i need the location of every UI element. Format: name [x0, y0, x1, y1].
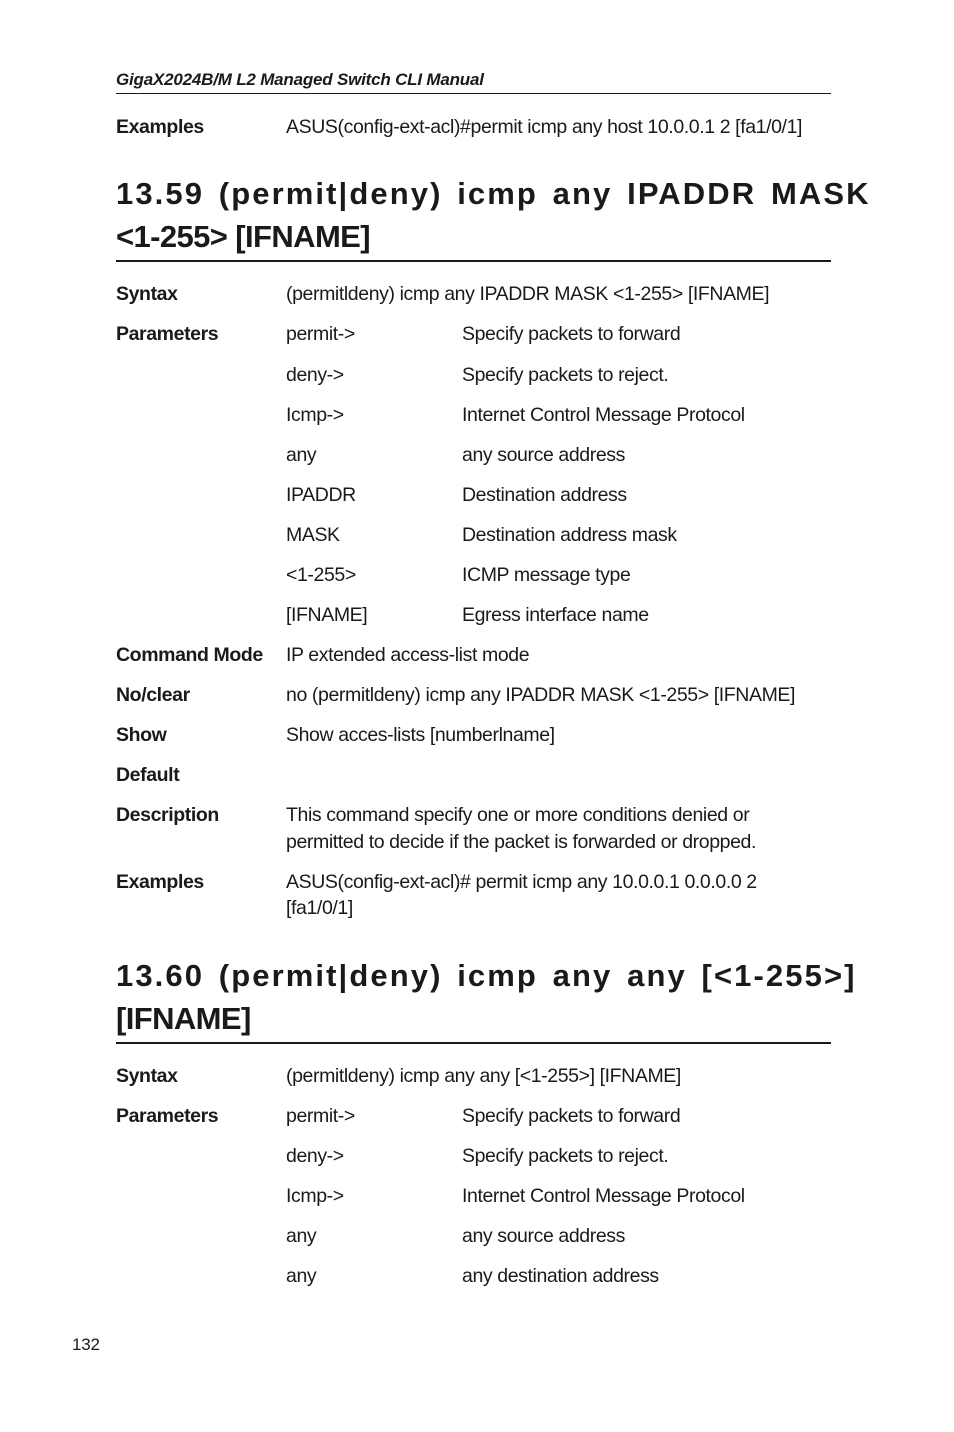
parameter-name: [IFNAME]	[286, 604, 368, 626]
parameter-name: any	[286, 1265, 317, 1287]
description-line-1: This command specify one or more conditions denied or	[286, 804, 750, 826]
parameter-description: Destination address	[462, 484, 627, 506]
parameter-name: deny->	[286, 364, 344, 386]
syntax-label: Syntax	[116, 1065, 178, 1087]
parameter-description: any destination address	[462, 1265, 659, 1287]
parameter-description: Internet Control Message Protocol	[462, 404, 745, 426]
examples-value: ASUS(config-ext-acl)#permit icmp any host 10.0.0.1 2 [fa1/0/1]	[286, 116, 803, 138]
section-title-line2: [IFNAME]	[116, 1001, 251, 1036]
parameter-name: Icmp->	[286, 1185, 344, 1207]
parameters-label: Parameters	[116, 323, 219, 345]
running-header: GigaX2024B/M L2 Managed Switch CLI Manual	[116, 70, 831, 94]
description-label: Description	[116, 804, 219, 826]
parameter-name: permit->	[286, 323, 355, 345]
parameter-description: Specify packets to forward	[462, 1105, 681, 1127]
section-title-13-60	[116, 954, 857, 1044]
syntax-value: (permitldeny) icmp any IPADDR MASK <1-255> [IFNAME]	[286, 283, 770, 305]
syntax-value: (permitldeny) icmp any any [<1-255>] [IFNAME]	[286, 1065, 681, 1087]
examples-label: Examples	[116, 871, 204, 893]
examples-line-1: ASUS(config-ext-acl)# permit icmp any 10.0.0.1 0.0.0.0 2	[286, 871, 757, 893]
parameter-description: Specify packets to forward	[462, 323, 681, 345]
parameter-name: Icmp->	[286, 404, 344, 426]
parameter-description: any source address	[462, 1225, 625, 1247]
parameter-name: MASK	[286, 524, 340, 546]
parameter-description: ICMP message type	[462, 564, 631, 586]
command-mode-value: IP extended access-list mode	[286, 644, 530, 666]
parameter-description: Internet Control Message Protocol	[462, 1185, 745, 1207]
show-label: Show	[116, 724, 167, 746]
parameter-name: <1-255>	[286, 564, 356, 586]
parameter-description: Destination address mask	[462, 524, 677, 546]
syntax-label: Syntax	[116, 283, 178, 305]
parameter-name: permit->	[286, 1105, 355, 1127]
parameter-name: IPADDR	[286, 484, 356, 506]
section-title-line1: 13.60 (permit|deny) icmp any any [<1-255>]	[116, 958, 857, 993]
section-title-line1: 13.59 (permit|deny) icmp any IPADDR MASK	[116, 176, 871, 211]
parameter-description: Specify packets to reject.	[462, 364, 669, 386]
description-line-2: permitted to decide if the packet is forwarded or dropped.	[286, 831, 756, 853]
page-number: 132	[72, 1335, 100, 1354]
parameters-label: Parameters	[116, 1105, 219, 1127]
command-mode-label: Command Mode	[116, 644, 263, 666]
noclear-value: no (permitldeny) icmp any IPADDR MASK <1-255> [IFNAME]	[286, 684, 796, 706]
examples-line-2: [fa1/0/1]	[286, 897, 353, 919]
show-value: Show acces-lists [numberlname]	[286, 724, 555, 746]
default-label: Default	[116, 764, 180, 786]
parameter-name: any	[286, 1225, 317, 1247]
parameter-name: deny->	[286, 1145, 344, 1167]
noclear-label: No/clear	[116, 684, 190, 706]
section-title-line2: <1-255> [IFNAME]	[116, 219, 370, 254]
parameter-description: Specify packets to reject.	[462, 1145, 669, 1167]
parameter-description: Egress interface name	[462, 604, 649, 626]
parameter-description: any source address	[462, 444, 625, 466]
section-title-13-59	[116, 172, 871, 262]
parameter-name: any	[286, 444, 317, 466]
examples-label: Examples	[116, 116, 204, 138]
